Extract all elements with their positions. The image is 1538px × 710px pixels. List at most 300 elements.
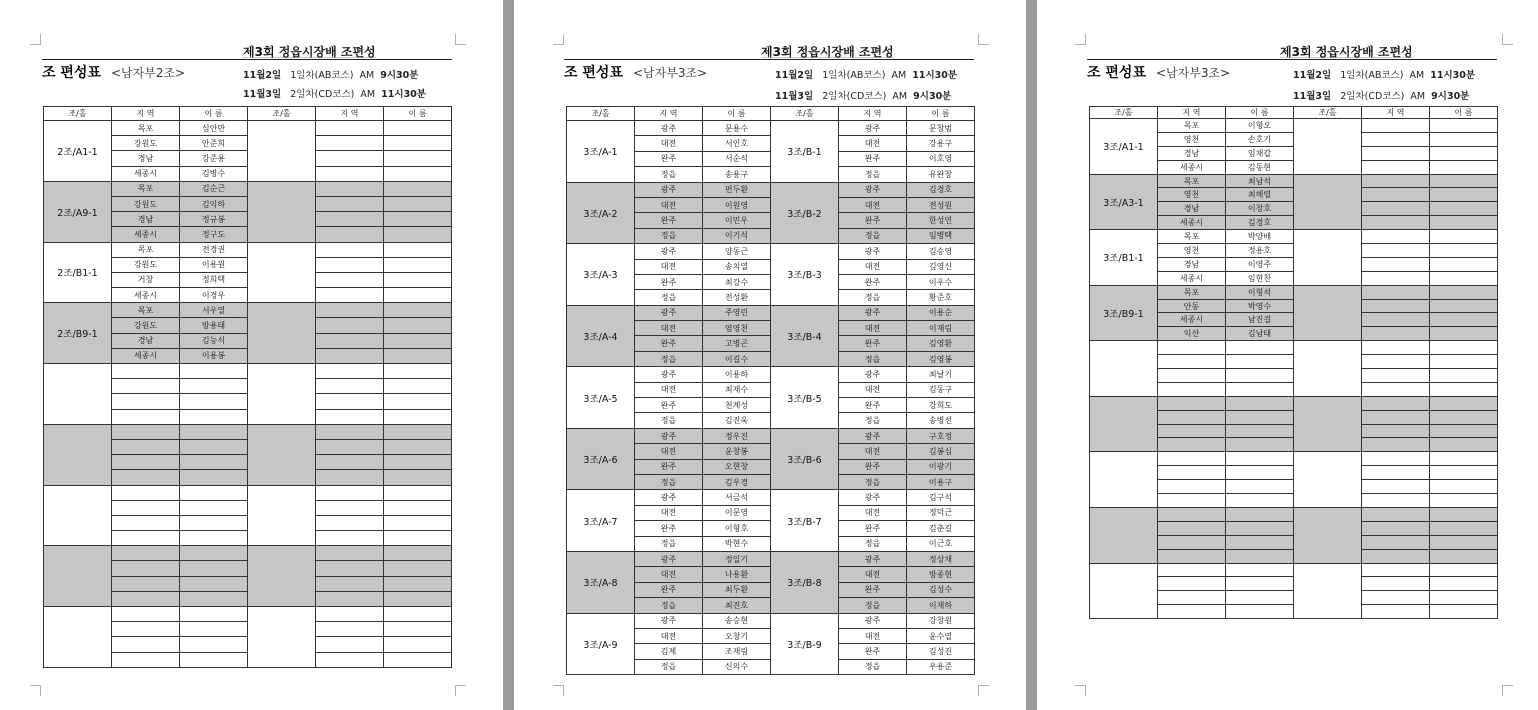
player-name-cell	[384, 303, 452, 318]
player-name-cell	[1226, 521, 1294, 535]
player-name-cell: 윤창봉	[703, 444, 771, 459]
player-name-cell: 신의수	[703, 659, 771, 674]
player-name-cell: 오현창	[703, 459, 771, 474]
region-cell	[316, 470, 384, 485]
region-cell	[1158, 591, 1226, 605]
region-cell	[1362, 535, 1430, 549]
team-hole-cell: 3조/A-4	[567, 305, 635, 367]
player-name-cell	[1430, 591, 1498, 605]
region-cell	[1158, 563, 1226, 577]
schedule-line: 11월3일 2일차(CD코스) AM 9시30분	[775, 91, 952, 102]
table-row	[44, 485, 452, 500]
player-name-cell	[1226, 396, 1294, 410]
player-name-cell	[384, 515, 452, 530]
team-hole-cell: 2조/A9-1	[44, 181, 112, 242]
table-row	[44, 546, 452, 561]
schedule-line: 11월2일 1일차(AB코스) AM 11시30분	[775, 70, 958, 81]
region-cell: 광주	[635, 182, 703, 197]
region-cell: 세종시	[1158, 271, 1226, 285]
player-name-cell	[384, 121, 452, 136]
region-cell	[112, 485, 180, 500]
region-cell	[112, 591, 180, 606]
table-row	[1090, 230, 1498, 244]
page-title: 제3회 정읍시장배 조편성	[243, 45, 376, 59]
region-cell: 정읍	[635, 228, 703, 243]
division-label: <남자부3조>	[633, 66, 708, 80]
player-name-cell: 김우경	[703, 474, 771, 489]
region-cell	[1362, 119, 1430, 133]
region-cell	[1362, 216, 1430, 230]
page-title: 제3회 정읍시장배 조편성	[1280, 45, 1413, 59]
player-name-cell	[384, 546, 452, 561]
player-name-cell: 최남석	[1226, 174, 1294, 188]
player-name-cell: 김성진	[907, 644, 975, 659]
region-cell: 광주	[635, 490, 703, 505]
region-cell	[1362, 605, 1430, 619]
team-hole-cell: 2조/B9-1	[44, 303, 112, 364]
player-name-cell: 김춘길	[907, 521, 975, 536]
region-cell	[316, 576, 384, 591]
region-cell: 정읍	[839, 290, 907, 305]
region-cell: 완주	[839, 336, 907, 351]
team-hole-cell	[248, 303, 316, 364]
team-hole-cell: 3조/A-1	[567, 121, 635, 183]
player-name-cell: 윤수열	[907, 628, 975, 643]
player-name-cell: 김동현	[1226, 160, 1294, 174]
region-cell	[1362, 202, 1430, 216]
player-name-cell	[1430, 369, 1498, 383]
region-cell: 완주	[635, 521, 703, 536]
region-cell: 광주	[635, 613, 703, 628]
column-header: 조/홀	[44, 107, 112, 121]
page-corner-mark	[553, 34, 564, 45]
region-cell: 완주	[635, 274, 703, 289]
player-name-cell	[180, 379, 248, 394]
region-cell	[1362, 341, 1430, 355]
region-cell: 대전	[635, 197, 703, 212]
schedule-line: 11월2일 1일차(AB코스) AM 9시30분	[243, 70, 419, 81]
region-cell	[112, 409, 180, 424]
player-name-cell	[1430, 605, 1498, 619]
player-name-cell	[1226, 341, 1294, 355]
player-name-cell: 서금석	[703, 490, 771, 505]
team-hole-cell	[44, 364, 112, 425]
region-cell: 세종시	[112, 166, 180, 181]
player-name-cell	[1430, 507, 1498, 521]
player-name-cell: 박현수	[703, 536, 771, 551]
region-cell: 정읍	[839, 167, 907, 182]
region-cell: 정읍	[839, 598, 907, 613]
team-hole-cell: 3조/A-7	[567, 490, 635, 552]
division-label: <남자부3조>	[1156, 66, 1231, 80]
player-name-cell: 이광기	[907, 459, 975, 474]
region-cell	[1362, 452, 1430, 466]
region-cell: 광주	[839, 121, 907, 136]
region-cell	[112, 637, 180, 652]
region-cell	[1362, 577, 1430, 591]
column-header: 이 름	[1430, 107, 1498, 119]
team-hole-cell: 3조/A-6	[567, 428, 635, 490]
region-cell	[112, 394, 180, 409]
region-cell: 대전	[839, 444, 907, 459]
player-name-cell: 편두환	[703, 182, 771, 197]
player-name-cell	[384, 607, 452, 622]
region-cell: 광주	[839, 490, 907, 505]
player-name-cell: 최두환	[703, 582, 771, 597]
page-corner-mark	[553, 685, 564, 696]
region-cell	[1158, 438, 1226, 452]
player-name-cell: 손호기	[1226, 132, 1294, 146]
player-name-cell	[1226, 591, 1294, 605]
page-title: 제3회 정읍시장배 조편성	[761, 45, 894, 59]
table-row	[1090, 452, 1498, 466]
player-name-cell	[1430, 521, 1498, 535]
team-hole-cell	[1294, 507, 1362, 563]
region-cell: 세종시	[1158, 313, 1226, 327]
table-label: 조 편성표	[1087, 65, 1146, 81]
player-name-cell	[1430, 341, 1498, 355]
player-name-cell: 최진호	[703, 598, 771, 613]
region-cell: 영천	[1158, 132, 1226, 146]
table-label: 조 편성표	[564, 65, 623, 81]
player-name-cell	[384, 181, 452, 196]
player-name-cell: 전경권	[180, 242, 248, 257]
page-corner-mark	[30, 685, 41, 696]
region-cell	[1158, 452, 1226, 466]
region-cell	[1362, 299, 1430, 313]
region-cell	[112, 364, 180, 379]
team-hole-cell	[1090, 396, 1158, 452]
region-cell	[112, 470, 180, 485]
player-name-cell: 최강수	[703, 274, 771, 289]
player-name-cell	[1226, 563, 1294, 577]
region-cell: 목포	[112, 303, 180, 318]
region-cell: 강원도	[112, 257, 180, 272]
region-cell	[316, 607, 384, 622]
region-cell	[316, 364, 384, 379]
team-hole-cell: 3조/B9-1	[1090, 285, 1158, 341]
team-hole-cell	[248, 485, 316, 546]
column-header: 이 름	[384, 107, 452, 121]
team-hole-cell: 3조/A1-1	[1090, 119, 1158, 175]
player-name-cell: 염영천	[703, 321, 771, 336]
player-name-cell	[1430, 480, 1498, 494]
table-header-row	[567, 107, 975, 121]
region-cell	[1158, 341, 1226, 355]
player-name-cell	[1430, 132, 1498, 146]
page-corner-mark	[455, 685, 466, 696]
table-row	[44, 121, 452, 136]
player-name-cell: 이형오	[1226, 119, 1294, 133]
region-cell	[112, 379, 180, 394]
region-cell	[316, 166, 384, 181]
table-row	[44, 364, 452, 379]
region-cell: 경남	[112, 333, 180, 348]
player-name-cell: 임병택	[907, 228, 975, 243]
region-cell	[1362, 257, 1430, 271]
player-name-cell: 정일기	[703, 551, 771, 566]
region-cell	[316, 242, 384, 257]
player-name-cell	[1430, 285, 1498, 299]
region-cell	[1362, 424, 1430, 438]
player-name-cell	[180, 561, 248, 576]
table-row	[44, 424, 452, 439]
region-cell: 목포	[1158, 285, 1226, 299]
column-header: 이 름	[703, 107, 771, 121]
region-cell	[316, 379, 384, 394]
region-cell	[1158, 424, 1226, 438]
player-name-cell: 천계성	[703, 398, 771, 413]
table-row	[1090, 174, 1498, 188]
player-name-cell	[1226, 382, 1294, 396]
region-cell: 완주	[839, 398, 907, 413]
team-hole-cell	[1090, 452, 1158, 508]
table-row	[1090, 341, 1498, 355]
table-row	[44, 242, 452, 257]
player-name-cell	[1430, 382, 1498, 396]
team-hole-cell: 3조/B-5	[771, 367, 839, 429]
team-hole-cell: 3조/B-9	[771, 613, 839, 675]
player-name-cell	[384, 439, 452, 454]
player-name-cell	[1226, 410, 1294, 424]
region-cell: 안동	[1158, 299, 1226, 313]
schedule-line: 11월3일 2일차(CD코스) AM 9시30분	[1293, 91, 1470, 102]
player-name-cell	[384, 424, 452, 439]
page-corner-mark	[1075, 34, 1086, 45]
column-header: 지 역	[1362, 107, 1430, 119]
region-cell: 대전	[839, 321, 907, 336]
region-cell: 광주	[635, 244, 703, 259]
team-hole-cell: 3조/B1-1	[1090, 230, 1158, 286]
team-hole-cell: 2조/A1-1	[44, 121, 112, 182]
region-cell	[1158, 396, 1226, 410]
region-cell	[112, 652, 180, 667]
document-page-1	[0, 0, 503, 710]
player-name-cell: 전성원	[907, 197, 975, 212]
player-name-cell: 김영환	[907, 336, 975, 351]
player-name-cell	[384, 151, 452, 166]
player-name-cell: 정덕근	[907, 505, 975, 520]
player-name-cell	[384, 531, 452, 546]
region-cell: 목포	[112, 242, 180, 257]
region-cell	[316, 546, 384, 561]
region-cell	[316, 424, 384, 439]
region-cell	[112, 424, 180, 439]
player-name-cell: 구호정	[907, 428, 975, 443]
region-cell	[1362, 244, 1430, 258]
region-cell: 거창	[112, 272, 180, 287]
player-name-cell	[384, 591, 452, 606]
region-cell: 세종시	[112, 348, 180, 363]
player-name-cell	[180, 637, 248, 652]
player-name-cell: 문용수	[703, 121, 771, 136]
player-name-cell: 유완창	[907, 167, 975, 182]
region-cell	[1362, 494, 1430, 508]
region-cell	[1158, 535, 1226, 549]
region-cell: 광주	[839, 428, 907, 443]
region-cell	[316, 652, 384, 667]
player-name-cell	[384, 500, 452, 515]
region-cell: 광주	[839, 305, 907, 320]
player-name-cell	[1226, 369, 1294, 383]
group-table	[566, 106, 975, 675]
region-cell: 대전	[635, 444, 703, 459]
team-hole-cell	[44, 485, 112, 546]
team-hole-cell	[44, 546, 112, 607]
table-row	[567, 121, 975, 136]
region-cell	[1362, 327, 1430, 341]
region-cell: 강원도	[112, 318, 180, 333]
player-name-cell: 서우열	[180, 303, 248, 318]
player-name-cell: 김병수	[180, 166, 248, 181]
column-header: 이 름	[1226, 107, 1294, 119]
player-name-cell	[1430, 119, 1498, 133]
player-name-cell	[1226, 452, 1294, 466]
table-label: 조 편성표	[42, 65, 101, 81]
group-table	[1089, 106, 1498, 619]
player-name-cell: 김영봉	[907, 351, 975, 366]
region-cell: 정읍	[635, 474, 703, 489]
player-name-cell: 방종현	[907, 567, 975, 582]
region-cell: 대전	[635, 628, 703, 643]
region-cell: 대전	[635, 136, 703, 151]
region-cell: 목포	[1158, 119, 1226, 133]
region-cell: 세종시	[112, 227, 180, 242]
region-cell	[1158, 605, 1226, 619]
player-name-cell: 이용봉	[180, 348, 248, 363]
team-hole-cell: 3조/B-2	[771, 182, 839, 244]
region-cell	[1362, 230, 1430, 244]
player-name-cell: 강창원	[907, 613, 975, 628]
region-cell: 완주	[839, 274, 907, 289]
region-cell	[1362, 271, 1430, 285]
player-name-cell	[1226, 577, 1294, 591]
player-name-cell: 이형석	[1226, 285, 1294, 299]
region-cell	[316, 637, 384, 652]
player-name-cell: 최재수	[703, 382, 771, 397]
player-name-cell: 김능식	[180, 333, 248, 348]
column-header: 지 역	[635, 107, 703, 121]
player-name-cell	[180, 394, 248, 409]
player-name-cell	[1430, 257, 1498, 271]
region-cell: 정읍	[839, 536, 907, 551]
player-name-cell	[384, 409, 452, 424]
region-cell: 정읍	[635, 351, 703, 366]
player-name-cell	[180, 546, 248, 561]
region-cell: 대전	[839, 628, 907, 643]
player-name-cell	[1430, 299, 1498, 313]
player-name-cell: 송용구	[703, 167, 771, 182]
region-cell	[316, 561, 384, 576]
region-cell: 광주	[635, 367, 703, 382]
team-hole-cell: 3조/B-3	[771, 244, 839, 306]
player-name-cell: 안준희	[180, 136, 248, 151]
region-cell	[1158, 549, 1226, 563]
region-cell: 정읍	[635, 536, 703, 551]
team-hole-cell	[1090, 341, 1158, 397]
region-cell: 대전	[635, 259, 703, 274]
region-cell: 세종시	[1158, 160, 1226, 174]
region-cell	[1362, 369, 1430, 383]
player-name-cell: 양동근	[703, 244, 771, 259]
table-row	[567, 305, 975, 320]
team-hole-cell	[1294, 285, 1362, 341]
table-row	[44, 607, 452, 622]
player-name-cell: 이용원	[180, 257, 248, 272]
region-cell	[1362, 549, 1430, 563]
region-cell: 완주	[839, 644, 907, 659]
player-name-cell	[1430, 146, 1498, 160]
player-name-cell: 이길수	[703, 351, 771, 366]
region-cell	[1362, 591, 1430, 605]
page-corner-mark	[1075, 685, 1086, 696]
player-name-cell: 한성연	[907, 213, 975, 228]
region-cell: 경남	[1158, 257, 1226, 271]
player-name-cell: 고병곤	[703, 336, 771, 351]
table-row	[567, 613, 975, 628]
region-cell	[316, 151, 384, 166]
page-corner-mark	[30, 34, 41, 45]
region-cell: 대전	[839, 259, 907, 274]
region-cell	[1362, 438, 1430, 452]
team-hole-cell: 3조/A-2	[567, 182, 635, 244]
player-name-cell: 김동구	[907, 382, 975, 397]
team-hole-cell	[44, 424, 112, 485]
region-cell	[1158, 369, 1226, 383]
player-name-cell	[384, 136, 452, 151]
region-cell: 완주	[635, 213, 703, 228]
region-cell: 정읍	[635, 598, 703, 613]
team-hole-cell: 3조/B-8	[771, 551, 839, 613]
player-name-cell: 김순근	[180, 181, 248, 196]
region-cell	[316, 288, 384, 303]
region-cell	[1362, 355, 1430, 369]
team-hole-cell: 3조/A-5	[567, 367, 635, 429]
region-cell: 강원도	[112, 136, 180, 151]
player-name-cell	[384, 166, 452, 181]
player-name-cell	[1430, 271, 1498, 285]
player-name-cell: 이민우	[703, 213, 771, 228]
player-name-cell: 김익하	[180, 196, 248, 211]
player-name-cell: 정상채	[907, 551, 975, 566]
region-cell: 정읍	[839, 351, 907, 366]
player-name-cell	[1226, 535, 1294, 549]
region-cell	[1362, 521, 1430, 535]
table-row	[1090, 563, 1498, 577]
player-name-cell	[1430, 424, 1498, 438]
player-name-cell: 강용구	[907, 136, 975, 151]
team-hole-cell	[1090, 563, 1158, 619]
player-name-cell	[1430, 327, 1498, 341]
player-name-cell: 이용순	[907, 305, 975, 320]
player-name-cell: 박영수	[1226, 299, 1294, 313]
player-name-cell	[1430, 438, 1498, 452]
table-row	[567, 244, 975, 259]
team-hole-cell	[44, 607, 112, 668]
region-cell	[112, 607, 180, 622]
player-name-cell: 김진욱	[703, 413, 771, 428]
region-cell	[112, 500, 180, 515]
region-cell: 정읍	[839, 228, 907, 243]
region-cell: 대전	[839, 136, 907, 151]
document-page-3	[1037, 0, 1538, 710]
player-name-cell: 정용호	[1226, 244, 1294, 258]
team-hole-cell	[248, 242, 316, 303]
player-name-cell: 우용준	[907, 659, 975, 674]
player-name-cell	[1430, 313, 1498, 327]
player-name-cell: 오창기	[703, 628, 771, 643]
region-cell: 정읍	[839, 474, 907, 489]
